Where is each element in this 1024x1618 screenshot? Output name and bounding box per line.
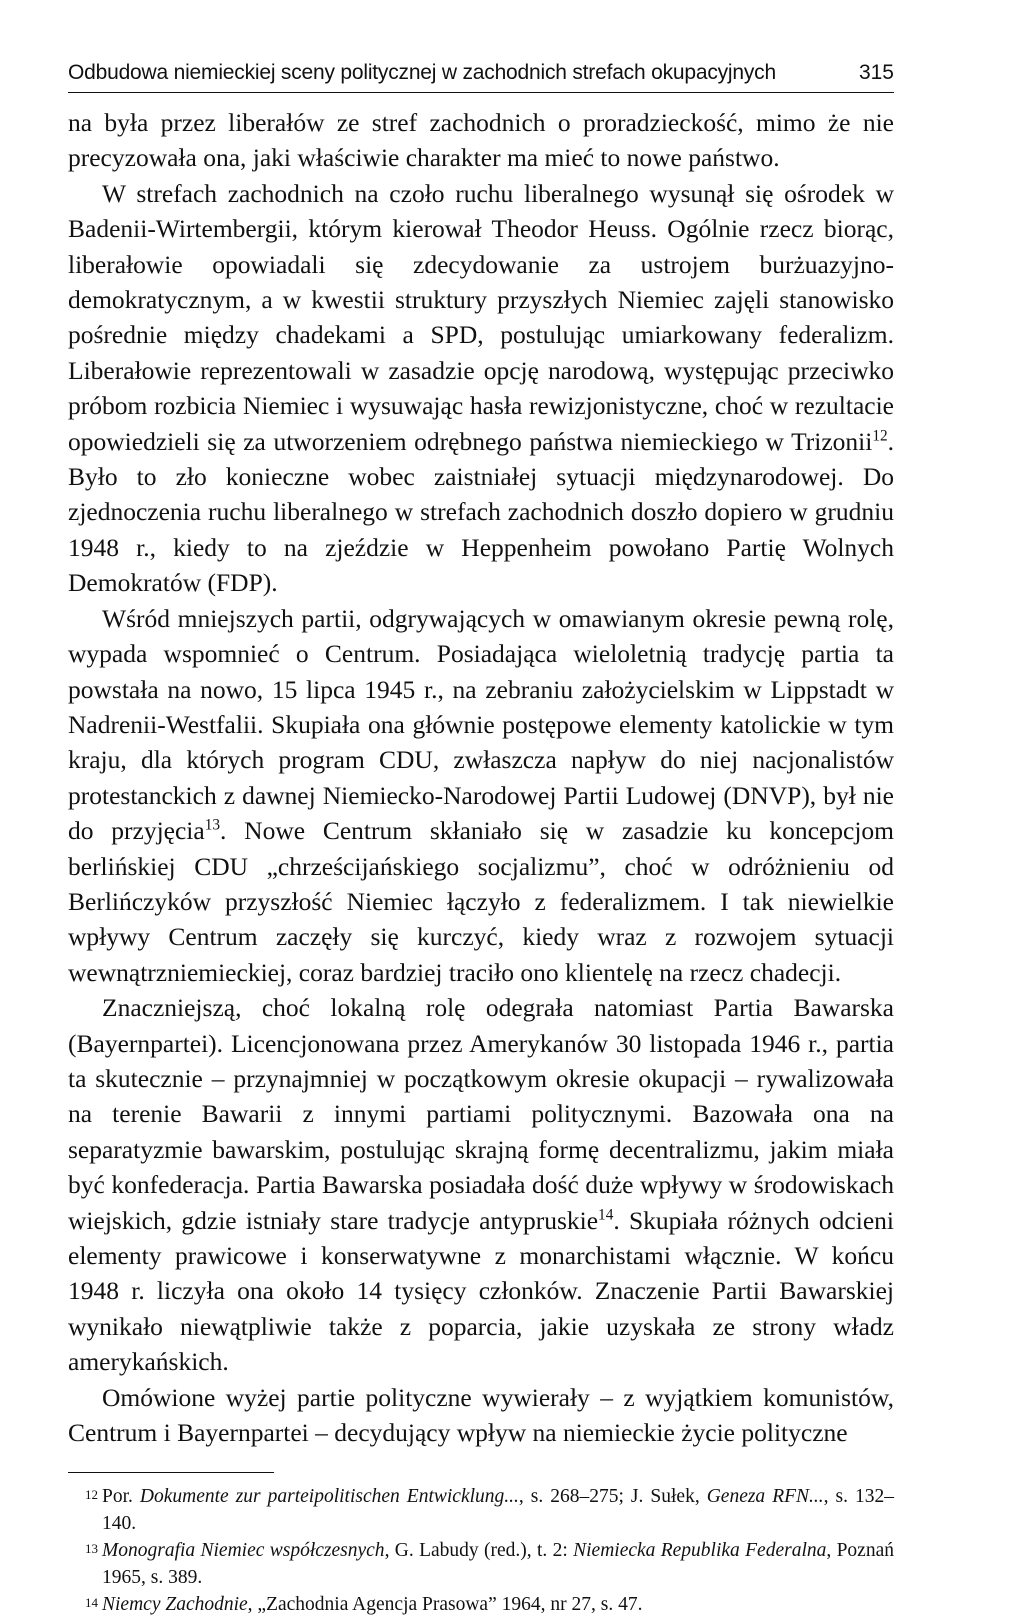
- footnote-title: Geneza RFN...: [706, 1486, 824, 1508]
- main-text: [68, 105, 894, 1450]
- footnote-number: 13: [85, 1541, 98, 1557]
- running-head-title: Odbudowa niemieckiej sceny politycznej w zachodnich strefach okupacyjnych: [68, 61, 776, 84]
- footnote-reference: 13: [204, 816, 221, 834]
- footnote: [68, 1591, 894, 1618]
- footnote: [68, 1537, 894, 1591]
- footnote-text: [102, 1537, 894, 1591]
- paragraph-text: Omówione wyżej partie polityczne wywierały – z wyjątkiem komunistów, Centrum i Bayernpartei – decydujący wpływ na niemieckie życie polityczne: [68, 1382, 894, 1448]
- paragraph-text: . Było to zło konieczne wobec zaistniałej sytuacji międzynarodowej. Do zjednoczenia ruchu liberalnego w strefach zachodnich doszło dopiero w grudniu 1948 r., kiedy to na zjeździe w Heppenheim powołano Partię Wolnych Demokratów (FDP).: [68, 426, 894, 598]
- paragraph: [68, 990, 894, 1379]
- footnote-title: Niemiecka Republika Federalna: [573, 1540, 827, 1562]
- footnote-separator: [68, 1472, 274, 1473]
- footnote-segment: Por.: [102, 1486, 140, 1508]
- footnote-number: 12: [85, 1487, 98, 1503]
- paragraph: [68, 601, 894, 990]
- paragraph-text: na była przez liberałów ze stref zachodnich o proradzieckość, mimo że nie precyzowała ona, jaki właściwie charakter ma mieć to nowe państwo.: [68, 108, 894, 173]
- footnote-segment: , G. Labudy (red.), t. 2:: [384, 1540, 574, 1562]
- footnote-text: [102, 1591, 894, 1618]
- footnote-reference: 14: [598, 1206, 614, 1224]
- paragraph-text: . Skupiała różnych odcieni elementy prawicowe i konserwatywne z monarchistami włącznie. W końcu 1948 r. liczyła ona około 14 tysięcy członków. Znaczenie Partii Bawarskiej wynikało niewątpliwie także z poparcia, jakie uzyskała ze strony władz amerykańskich.: [68, 1205, 894, 1377]
- footnote-segment: , s. 268–275; J. Sułek,: [518, 1486, 707, 1508]
- paragraph-text: W strefach zachodnich na czoło ruchu liberalnego wysunął się ośrodek w Badenii-Wirtembergii, którym kierował Theodor Heuss. Ogólnie rzecz biorąc, liberałowie opowiadali się zdecydowanie za ustrojem burżuazyjno-demokratycznym, a w kwestii struktury przyszłych Niemiec zajęli stanowisko pośrednie między chadekami a SPD, postulując umiarkowany federalizm. Liberałowie reprezentowali w zasadzie opcję narodową, występując przeciwko próbom rozbicia Niemiec i wysuwając hasła rewizjonistyczne, choć w rezultacie opowiedzieli się za utworzeniem odrębnego państwa niemieckiego w Trizonii: [68, 178, 894, 456]
- paragraph-text: Wśród mniejszych partii, odgrywających w omawianym okresie pewną rolę, wypada wspomnieć o Centrum. Posiadająca wieloletnią tradycję partia ta powstała na nowo, 15 lipca 1945 r., na zebraniu założycielskim w Lippstadt w Nadrenii-Westfalii. Skupiała ona głównie postępowe elementy katolickie w tym kraju, dla których program CDU, zwłaszcza napływ do niej nacjonalistów protestanckich z dawnej Niemiecko-Narodowej Partii Ludowej (DNVP), był nie do przyjęcia: [68, 603, 894, 846]
- footnote-number: 14: [85, 1595, 98, 1611]
- footnotes: [68, 1483, 894, 1618]
- footnote-segment: , s. 132–140.: [102, 1486, 895, 1535]
- footnote-title: Niemcy Zachodnie: [102, 1594, 248, 1616]
- footnote-segment: , Poznań 1965, s. 389.: [102, 1540, 894, 1589]
- paragraph: [68, 176, 894, 601]
- paragraph: [68, 1380, 894, 1451]
- footnote-text: [102, 1483, 894, 1537]
- footnote-title: Dokumente zur parteipolitischen Entwicklung...: [139, 1486, 519, 1508]
- footnote: [68, 1483, 894, 1537]
- page-number: 315: [858, 61, 894, 84]
- paragraph-text: . Nowe Centrum skłaniało się w zasadzie ku koncepcjom berlińskiej CDU „chrześcijańskiego socjalizmu”, choć w odróżnieniu od Berlińczyków przyszłość Niemiec łączyło z federalizmem. I tak niewielkie wpływy Centrum zaczęły się kurczyć, kiedy wraz z rozwojem sytuacji wewnątrzniemieckiej, coraz bardziej traciło ono klientelę na rzecz chadecji.: [68, 816, 894, 987]
- book-page: [68, 58, 894, 1618]
- paragraph: [68, 105, 894, 176]
- footnote-title: Monografia Niemiec współczesnych: [102, 1540, 385, 1562]
- paragraph-text: Znaczniejszą, choć lokalną rolę odegrała natomiast Partia Bawarska (Bayernpartei). Licencjonowana przez Amerykanów 30 listopada 1946 r., partia ta skutecznie – przynajmniej w początkowym okresie okupacji – rywalizowała na terenie Bawarii z innymi partiami politycznymi. Bazowała ona na separatyzmie bawarskim, postulując skrajną formę decentralizmu, jakim miała być konfederacja. Partia Bawarska posiadała dość duże wpływy w środowiskach wiejskich, gdzie istniały stare tradycje antypruskie: [68, 993, 894, 1235]
- running-head: [68, 58, 894, 93]
- footnote-segment: , „Zachodnia Agencja Prasowa” 1964, nr 27, s. 47.: [247, 1594, 643, 1616]
- footnote-reference: 12: [872, 427, 888, 445]
